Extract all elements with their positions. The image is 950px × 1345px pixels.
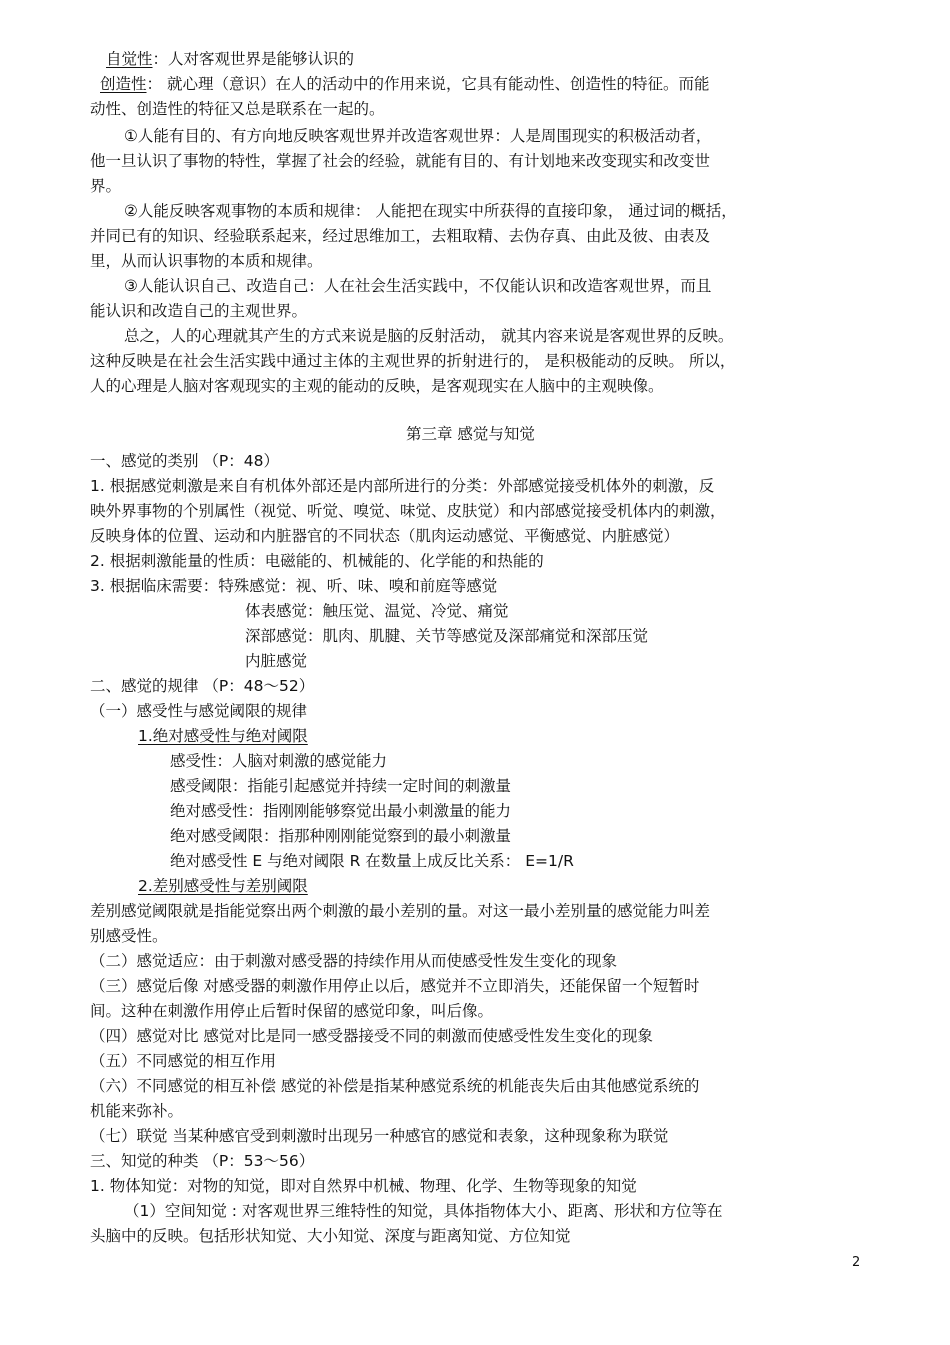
subsection-item: 1.绝对感受性与绝对阈限 xyxy=(138,727,308,745)
definition-line: 绝对感受性 E 与绝对阈限 R 在数量上成反比关系： E=1/R xyxy=(170,852,574,870)
text-line: 3. 根据临床需要：特殊感觉：视、听、味、嗅和前庭等感觉 xyxy=(90,577,498,595)
text-line: （七）联觉 当某种感官受到刺激时出现另一种感官的感觉和表象，这种现象称为联觉 xyxy=(90,1127,669,1145)
text-line: 2. 根据刺激能量的性质：电磁能的、机械能的、化学能的和热能的 xyxy=(90,552,544,570)
zijue-line xyxy=(106,52,354,68)
page-number: 2 xyxy=(852,1255,861,1270)
text-line: 反映身体的位置、运动和内脏器官的不同状态（肌肉运动感觉、平衡感觉、内脏感觉） xyxy=(90,527,680,545)
chuangzao-term: 创造性 xyxy=(100,75,147,93)
text-line: （1）空间知觉 : 对客观世界三维特性的知觉，具体指物体大小、距离、形状和方位等在 xyxy=(124,1202,723,1220)
text-line: ②人能反映客观事物的本质和规律： 人能把在现实中所获得的直接印象， 通过词的概括， xyxy=(124,202,737,220)
text-line: （三）感觉后像 对感受器的刺激作用停止以后，感觉并不立即消失，还能保留一个短暂时 xyxy=(90,977,700,995)
zijue-term: 自觉性 xyxy=(106,50,153,68)
text-line: ③人能认识自己、改造自己：人在社会生活实践中，不仅能认识和改造客观世界，而且 xyxy=(124,277,712,295)
text-line: 映外界事物的个别属性（视觉、听觉、嗅觉、味觉、皮肤觉）和内部感觉接受机体内的刺激， xyxy=(90,502,726,520)
definition-line: 绝对感受阈限：指那种刚刚能觉察到的最小刺激量 xyxy=(170,827,512,845)
text-line: 间。这种在刺激作用停止后暂时保留的感觉印象，叫后像。 xyxy=(90,1002,494,1020)
text-line: 他一旦认识了事物的特性，掌握了社会的经验，就能有目的、有计划地来改变现实和改变世 xyxy=(90,152,711,170)
text-line: 体表感觉：触压觉、温觉、冷觉、痛觉 xyxy=(245,602,509,620)
definition-line: 感受阈限：指能引起感觉并持续一定时间的刺激量 xyxy=(170,777,512,795)
definition-line: 绝对感受性：指刚刚能够察觉出最小刺激量的能力 xyxy=(170,802,512,820)
chuangzao-line xyxy=(100,77,709,93)
text-line: 这种反映是在社会生活实践中通过主体的主观世界的折射进行的， 是积极能动的反映。 所以， xyxy=(90,352,736,370)
text-line: （六）不同感觉的相互补偿 感觉的补偿是指某种感觉系统的机能丧失后由其他感觉系统的 xyxy=(90,1077,700,1095)
text-line: 并同已有的知识、经验联系起来，经过思维加工，去粗取精、去伪存真、由此及彼、由表及 xyxy=(90,227,711,245)
section-heading: 一、感觉的类别 （P：48） xyxy=(90,452,279,470)
text-line: 1. 根据感觉刺激是来自有机体外部还是内部所进行的分类：外部感觉接受机体外的刺激，反 xyxy=(90,477,715,495)
text-line: 机能来弥补。 xyxy=(90,1102,184,1120)
text-line: 总之，人的心理就其产生的方式来说是脑的反射活动， 就其内容来说是客观世界的反映。 xyxy=(124,327,734,345)
text-line: 1. 物体知觉：对物的知觉，即对自然界中机械、物理、化学、生物等现象的知觉 xyxy=(90,1177,637,1195)
text-line: 人的心理是人脑对客观现实的主观的能动的反映，是客观现实在人脑中的主观映像。 xyxy=(90,377,664,395)
text-line: ①人能有目的、有方向地反映客观世界并改造客观世界：人是周围现实的积极活动者， xyxy=(124,127,712,145)
text-line: 动性、创造性的特征又总是联系在一起的。 xyxy=(90,100,385,118)
text-line: （四）感觉对比 感觉对比是同一感受器接受不同的刺激而使感受性发生变化的现象 xyxy=(90,1027,653,1045)
section-heading: 三、知觉的种类 （P：53～56） xyxy=(90,1152,315,1170)
text-line: 界。 xyxy=(90,177,122,195)
text-line: 差别感觉阈限就是指能觉察出两个刺激的最小差别的量。对这一最小差别量的感觉能力叫差 xyxy=(90,902,711,920)
subsection-heading: （一）感受性与感觉阈限的规律 xyxy=(90,702,308,720)
chapter-title: 第三章 感觉与知觉 xyxy=(406,425,535,443)
subsection-item: 2.差别感受性与差别阈限 xyxy=(138,877,308,895)
definition-line: 感受性：人脑对刺激的感觉能力 xyxy=(170,752,388,770)
text-line: （二）感觉适应：由于刺激对感受器的持续作用从而使感受性发生变化的现象 xyxy=(90,952,618,970)
text-line: 别感受性。 xyxy=(90,927,168,945)
zijue-definition: ：人对客观世界是能够认识的 xyxy=(152,50,355,68)
text-line: 头脑中的反映。包括形状知觉、大小知觉、深度与距离知觉、方位知觉 xyxy=(90,1227,571,1245)
text-line: （五）不同感觉的相互作用 xyxy=(90,1052,277,1070)
section-heading: 二、感觉的规律 （P：48～52） xyxy=(90,677,315,695)
text-line: 能认识和改造自己的主观世界。 xyxy=(90,302,308,320)
text-line: 深部感觉：肌肉、肌腱、关节等感觉及深部痛觉和深部压觉 xyxy=(245,627,649,645)
chuangzao-definition: ： 就心理（意识）在人的活动中的作用来说，它具有能动性、创造性的特征。而能 xyxy=(146,75,710,93)
text-line: 里，从而认识事物的本质和规律。 xyxy=(90,252,323,270)
text-line: 内脏感觉 xyxy=(245,652,308,670)
